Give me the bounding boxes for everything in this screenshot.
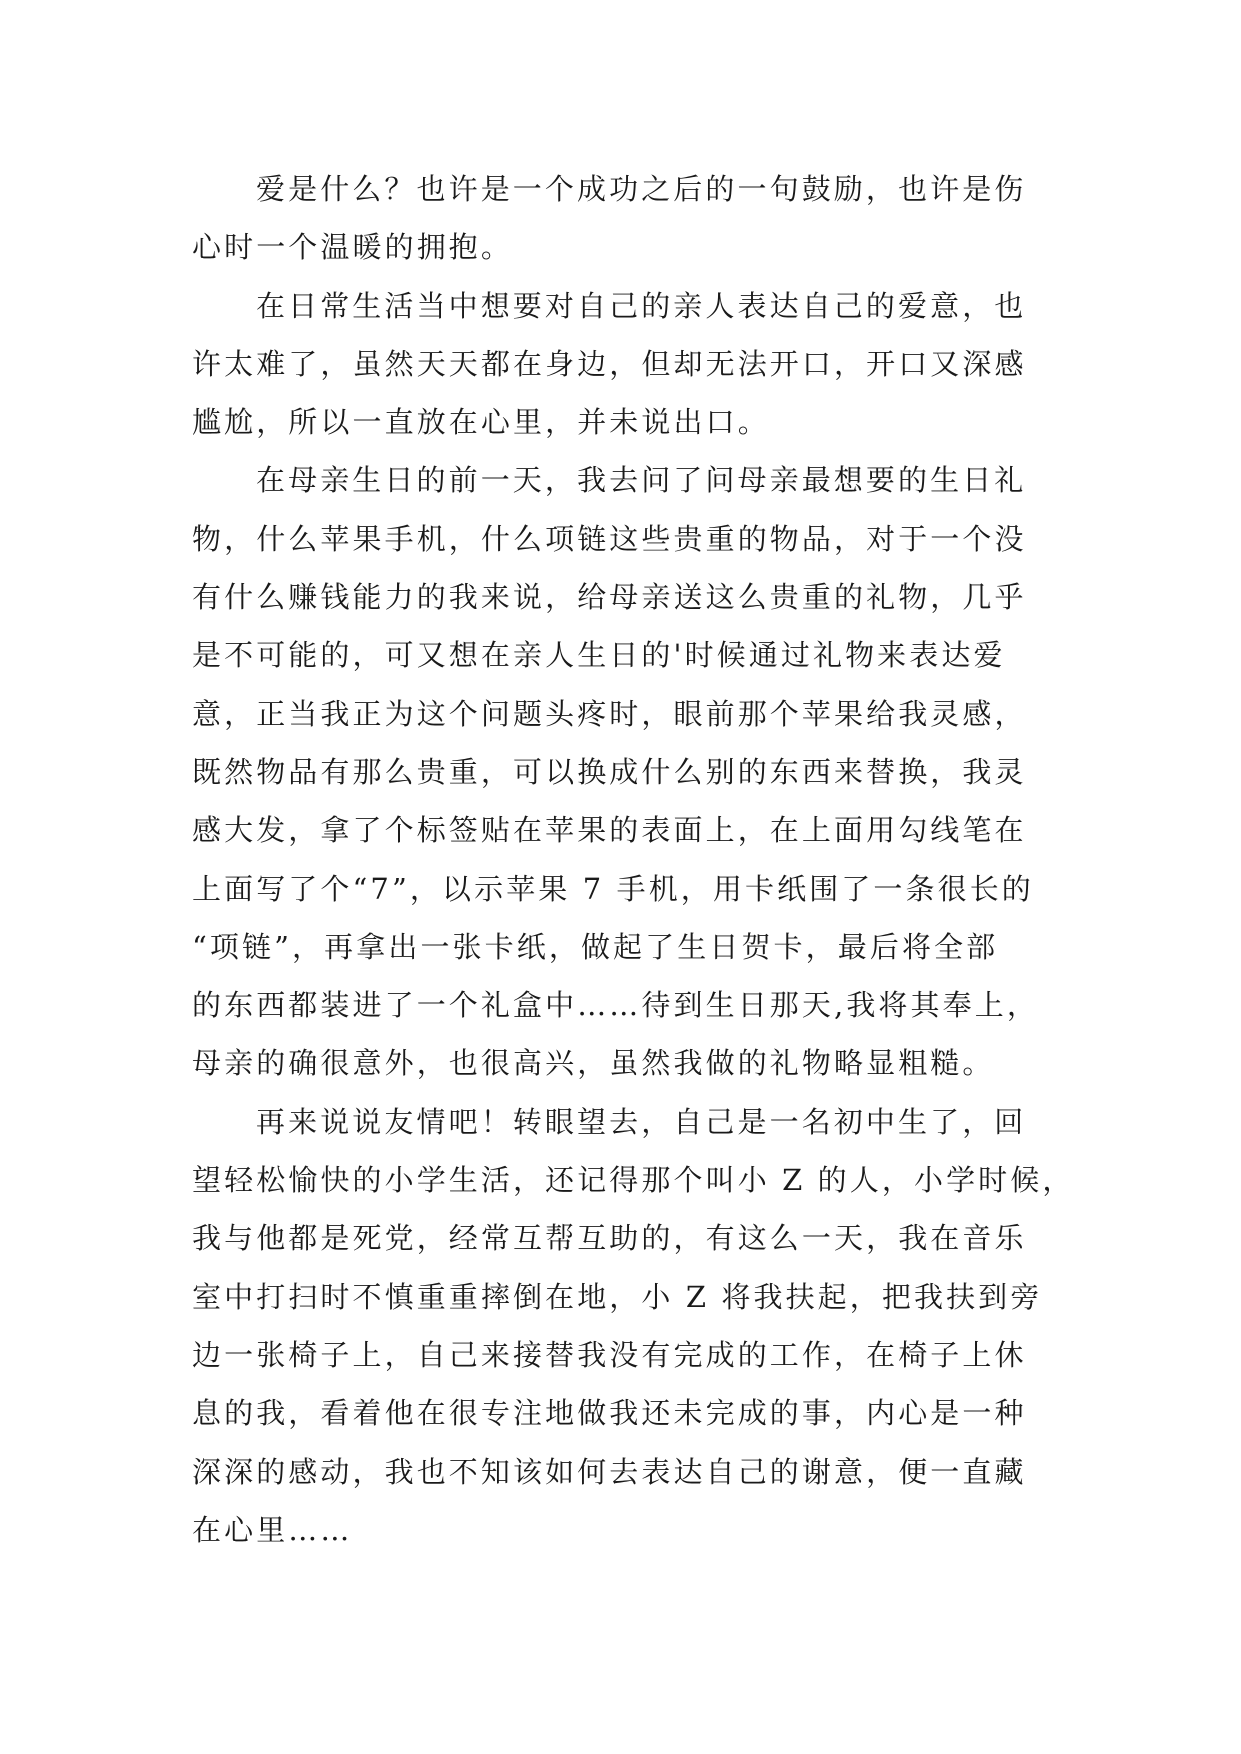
paragraph-2 bbox=[192, 277, 1060, 452]
paragraph-3 bbox=[192, 451, 1060, 1092]
text-line: 上面写了个“7”，以示苹果 7 手机，用卡纸围了一条很长的 bbox=[192, 871, 1034, 906]
text-line: 边一张椅子上，自己来接替我没有完成的工作，在椅子上休 bbox=[192, 1337, 1027, 1372]
text-line: 室中打扫时不慎重重摔倒在地，小 Z 将我扶起，把我扶到旁 bbox=[192, 1279, 1043, 1314]
text-line: “项链”，再拿出一张卡纸，做起了生日贺卡，最后将全部 bbox=[192, 929, 999, 964]
text-line: 再来说说友情吧！转眼望去，自己是一名初中生了，回 bbox=[256, 1104, 1027, 1139]
text-line: 深深的感动，我也不知该如何去表达自己的谢意，便一直藏 bbox=[192, 1454, 1027, 1489]
text-line: 在心里…… bbox=[192, 1512, 353, 1547]
text-line: 意，正当我正为这个问题头疼时，眼前那个苹果给我灵感， bbox=[192, 696, 1027, 731]
text-line: 爱是什么？也许是一个成功之后的一句鼓励，也许是伤 bbox=[256, 172, 1027, 206]
text-line: 物，什么苹果手机，什么项链这些贵重的物品，对于一个没 bbox=[192, 521, 1027, 556]
text-line: 心时一个温暖的拥抱。 bbox=[192, 230, 514, 265]
text-line: 望轻松愉快的小学生活，还记得那个叫小 Z 的人，小学时候， bbox=[192, 1163, 1075, 1198]
text-line: 在母亲生日的前一天，我去问了问母亲最想要的生日礼 bbox=[256, 463, 1027, 498]
paragraph-4 bbox=[192, 1093, 1075, 1559]
text-line: 是不可能的，可又想在亲人生日的'时候通过礼物来表达爱 bbox=[192, 638, 1006, 673]
text-line: 息的我，看着他在很专注地做我还未完成的事，内心是一种 bbox=[192, 1396, 1027, 1431]
text-line: 有什么赚钱能力的我来说，给母亲送这么贵重的礼物，几乎 bbox=[192, 580, 1027, 615]
text-line: 我与他都是死党，经常互帮互助的，有这么一天，我在音乐 bbox=[192, 1221, 1027, 1256]
text-line: 感大发，拿了个标签贴在苹果的表面上，在上面用勾线笔在 bbox=[192, 813, 1027, 848]
text-line: 许太难了，虽然天天都在身边，但却无法开口，开口又深感 bbox=[192, 346, 1027, 381]
article-body bbox=[192, 160, 1075, 1559]
text-line: 母亲的确很意外，也很高兴，虽然我做的礼物略显粗糙。 bbox=[192, 1046, 995, 1081]
paragraph-1 bbox=[192, 160, 1060, 277]
text-line: 尴尬，所以一直放在心里，并未说出口。 bbox=[192, 405, 770, 440]
text-line: 在日常生活当中想要对自己的亲人表达自己的爱意，也 bbox=[256, 288, 1027, 323]
text-line: 既然物品有那么贵重，可以换成什么别的东西来替换，我灵 bbox=[192, 754, 1027, 789]
text-line: 的东西都装进了一个礼盒中……待到生日那天,我将其奉上， bbox=[192, 988, 1039, 1023]
